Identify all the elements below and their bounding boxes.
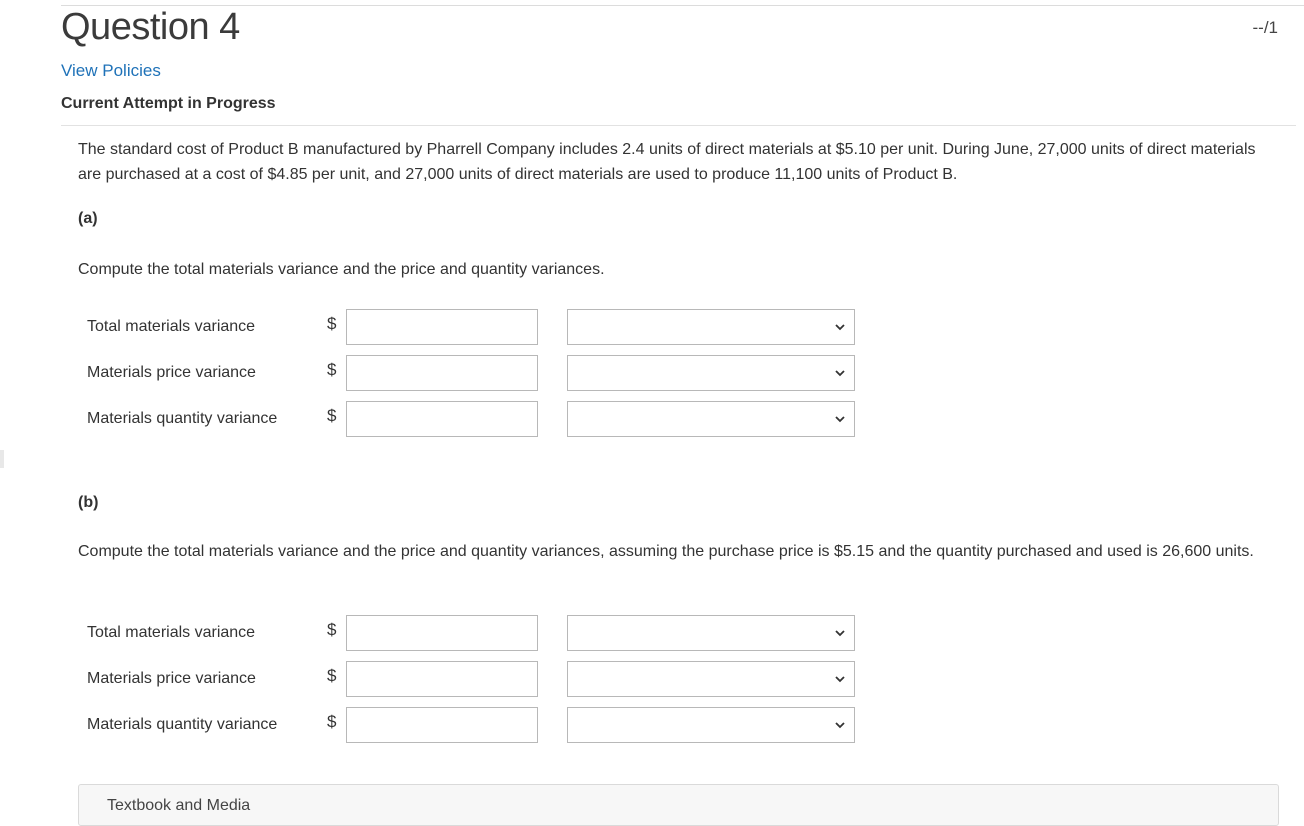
view-policies-link[interactable]: View Policies (61, 61, 161, 80)
part-b-row-price (87, 661, 867, 699)
currency-symbol: $ (327, 666, 337, 685)
chevron-down-icon (834, 673, 846, 685)
part-b-prompt: Compute the total materials variance and the price and quantity variances, assuming the purchase price is $5.15 and the quantity purchased and used is 26,600 units. (78, 543, 1254, 560)
chevron-down-icon (834, 627, 846, 639)
attempt-status: Current Attempt in Progress (61, 95, 276, 112)
header-divider (61, 125, 1296, 126)
chevron-down-icon (834, 321, 846, 333)
part-a-price-variance-select[interactable] (567, 355, 855, 391)
part-a-row-total (87, 309, 867, 347)
currency-symbol: $ (327, 406, 337, 425)
currency-symbol: $ (327, 314, 337, 333)
textbook-media-panel[interactable] (78, 784, 1279, 826)
currency-symbol: $ (327, 620, 337, 639)
part-b-total-variance-input[interactable] (346, 615, 538, 651)
row-label: Materials quantity variance (87, 410, 278, 427)
part-a-price-variance-input[interactable] (346, 355, 538, 391)
row-label: Total materials variance (87, 624, 256, 641)
row-label: Total materials variance (87, 318, 256, 335)
part-a-row-price (87, 355, 867, 393)
question-title: Question 4 (61, 6, 240, 48)
score-display: --/1 (1252, 18, 1278, 37)
part-b-label: (b) (78, 494, 99, 511)
part-a-total-variance-select[interactable] (567, 309, 855, 345)
textbook-media-label: Textbook and Media (107, 797, 251, 814)
part-b-quantity-variance-select[interactable] (567, 707, 855, 743)
row-label: Materials price variance (87, 670, 256, 687)
part-b-row-total (87, 615, 867, 653)
part-b-price-variance-select[interactable] (567, 661, 855, 697)
part-b-price-variance-input[interactable] (346, 661, 538, 697)
currency-symbol: $ (327, 712, 337, 731)
row-label: Materials price variance (87, 364, 256, 381)
chevron-down-icon (834, 367, 846, 379)
currency-symbol: $ (327, 360, 337, 379)
part-a-label: (a) (78, 210, 98, 227)
chevron-down-icon (834, 719, 846, 731)
part-b-total-variance-select[interactable] (567, 615, 855, 651)
top-divider (61, 5, 1304, 6)
part-a-prompt: Compute the total materials variance and the price and quantity variances. (78, 261, 605, 278)
part-a-total-variance-input[interactable] (346, 309, 538, 345)
edge-marker (0, 450, 4, 468)
part-a-row-quantity (87, 401, 867, 439)
part-b-quantity-variance-input[interactable] (346, 707, 538, 743)
part-a-quantity-variance-select[interactable] (567, 401, 855, 437)
problem-statement: The standard cost of Product B manufactured by Pharrell Company includes 2.4 units of direct materials at $5.10 per unit. During June, 27,000 units of direct materials are purchased at a cost of $4.85 per unit, and 27,000 units of direct materials are used to produce 11,100 units of Product B. (78, 141, 1256, 183)
part-a-quantity-variance-input[interactable] (346, 401, 538, 437)
row-label: Materials quantity variance (87, 716, 278, 733)
part-b-row-quantity (87, 707, 867, 745)
chevron-down-icon (834, 413, 846, 425)
